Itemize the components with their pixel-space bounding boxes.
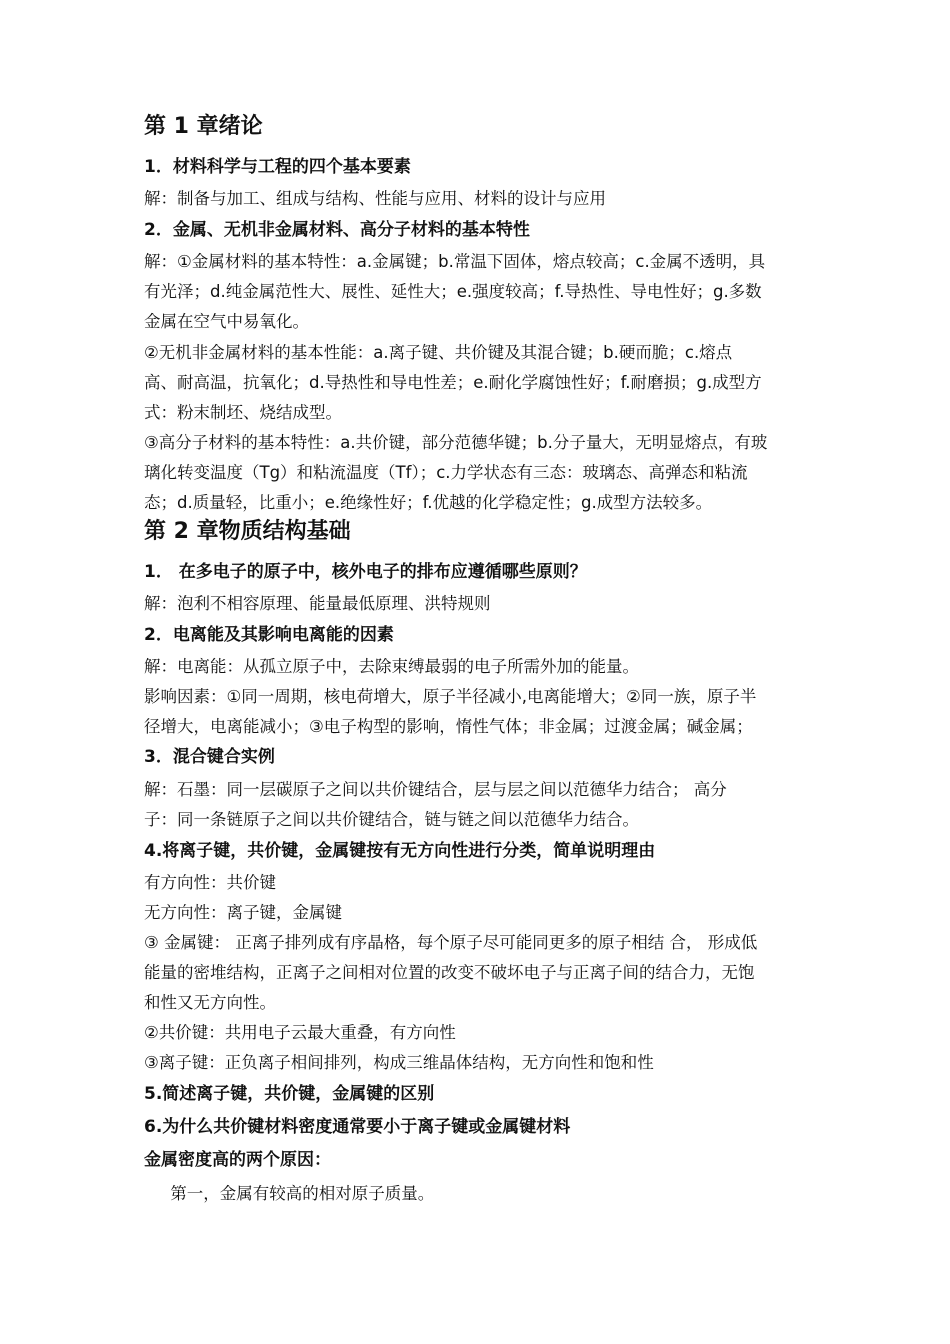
ch1-q2-line: ②无机非金属材料的基本性能：a.离子键、共价键及其混合键；b.硬而脆；c.熔点: [144, 343, 733, 362]
ch2-q1-heading: 1． 在多电子的原子中，核外电子的排布应遵循哪些原则？: [144, 562, 587, 582]
ch2-q4-line: 和性又无方向性。: [144, 993, 276, 1012]
ch1-q2-line: 有光泽；d.纯金属范性大、展性、延性大；e.强度较高；f.导热性、导电性好；g.多数: [144, 282, 762, 301]
chapter-1-title: 第 1 章绪论: [144, 114, 263, 139]
ch2-q4-line: 有方向性：共价键: [144, 873, 276, 892]
ch1-q2-line: 式：粉末制坯、烧结成型。: [144, 403, 342, 422]
ch2-q6-subheading: 金属密度高的两个原因：: [144, 1150, 331, 1170]
ch1-q2-line: 态；d.质量轻，比重小；e.绝缘性好；f.优越的化学稳定性；g.成型方法较多。: [144, 493, 713, 512]
ch2-q3-line: 解：石墨：同一层碳原子之间以共价键结合，层与层之间以范德华力结合； 高分: [144, 780, 727, 799]
ch1-q1-answer: 解：制备与加工、组成与结构、性能与应用、材料的设计与应用: [144, 189, 606, 208]
ch1-q2-line: 璃化转变温度（Tg）和粘流温度（Tf）；c.力学状态有三态：玻璃态、高弹态和粘流: [144, 463, 748, 482]
ch2-q3-line: 子：同一条链原子之间以共价键结合，链与链之间以范德华力结合。: [144, 810, 639, 829]
ch2-q4-line: ③离子键：正负离子相间排列，构成三维晶体结构，无方向性和饱和性: [144, 1053, 654, 1072]
ch2-q6-heading: 6.为什么共价键材料密度通常要小于离子键或金属键材料: [144, 1117, 571, 1137]
ch1-q2-line: 解：①金属材料的基本特性：a.金属键；b.常温下固体，熔点较高；c.金属不透明，具: [144, 252, 766, 271]
ch2-q4-line: 能量的密堆结构，正离子之间相对位置的改变不破坏电子与正离子间的结合力，无饱: [144, 963, 755, 982]
ch1-q2-line: 高、耐高温，抗氧化；d.导热性和导电性差；e.耐化学腐蚀性好；f.耐磨损；g.成型方: [144, 373, 762, 392]
chapter-2-title: 第 2 章物质结构基础: [144, 519, 351, 544]
ch2-q2-line: 解：电离能：从孤立原子中，去除束缚最弱的电子所需外加的能量。: [144, 657, 639, 676]
ch2-q1-answer: 解：泡利不相容原理、能量最低原理、洪特规则: [144, 594, 491, 613]
ch1-q2-heading: 2．金属、无机非金属材料、高分子材料的基本特性: [144, 220, 530, 240]
ch1-q1-heading: 1．材料科学与工程的四个基本要素: [144, 157, 411, 177]
ch2-q2-heading: 2．电离能及其影响电离能的因素: [144, 625, 394, 645]
ch2-q4-line: ③ 金属键： 正离子排列成有序晶格，每个原子尽可能同更多的原子相结 合， 形成低: [144, 933, 758, 952]
ch2-q3-heading: 3．混合键合实例: [144, 747, 275, 767]
ch1-q2-line: 金属在空气中易氧化。: [144, 312, 309, 331]
ch2-q2-line: 影响因素：①同一周期，核电荷增大，原子半径减小,电离能增大；②同一族，原子半: [144, 687, 757, 706]
ch2-q2-line: 径增大，电离能减小；③电子构型的影响，惰性气体；非金属；过渡金属；碱金属；: [144, 717, 753, 736]
ch2-q6-line: 第一，金属有较高的相对原子质量。: [144, 1184, 435, 1203]
ch2-q4-heading: 4.将离子键，共价键，金属键按有无方向性进行分类，简单说明理由: [144, 841, 656, 861]
ch2-q4-line: ②共价键：共用电子云最大重叠，有方向性: [144, 1023, 456, 1042]
ch2-q4-line: 无方向性：离子键，金属键: [144, 903, 342, 922]
ch2-q5-heading: 5.简述离子键，共价键，金属键的区别: [144, 1084, 435, 1104]
ch1-q2-line: ③高分子材料的基本特性：a.共价键，部分范德华键；b.分子量大，无明显熔点，有玻: [144, 433, 768, 452]
